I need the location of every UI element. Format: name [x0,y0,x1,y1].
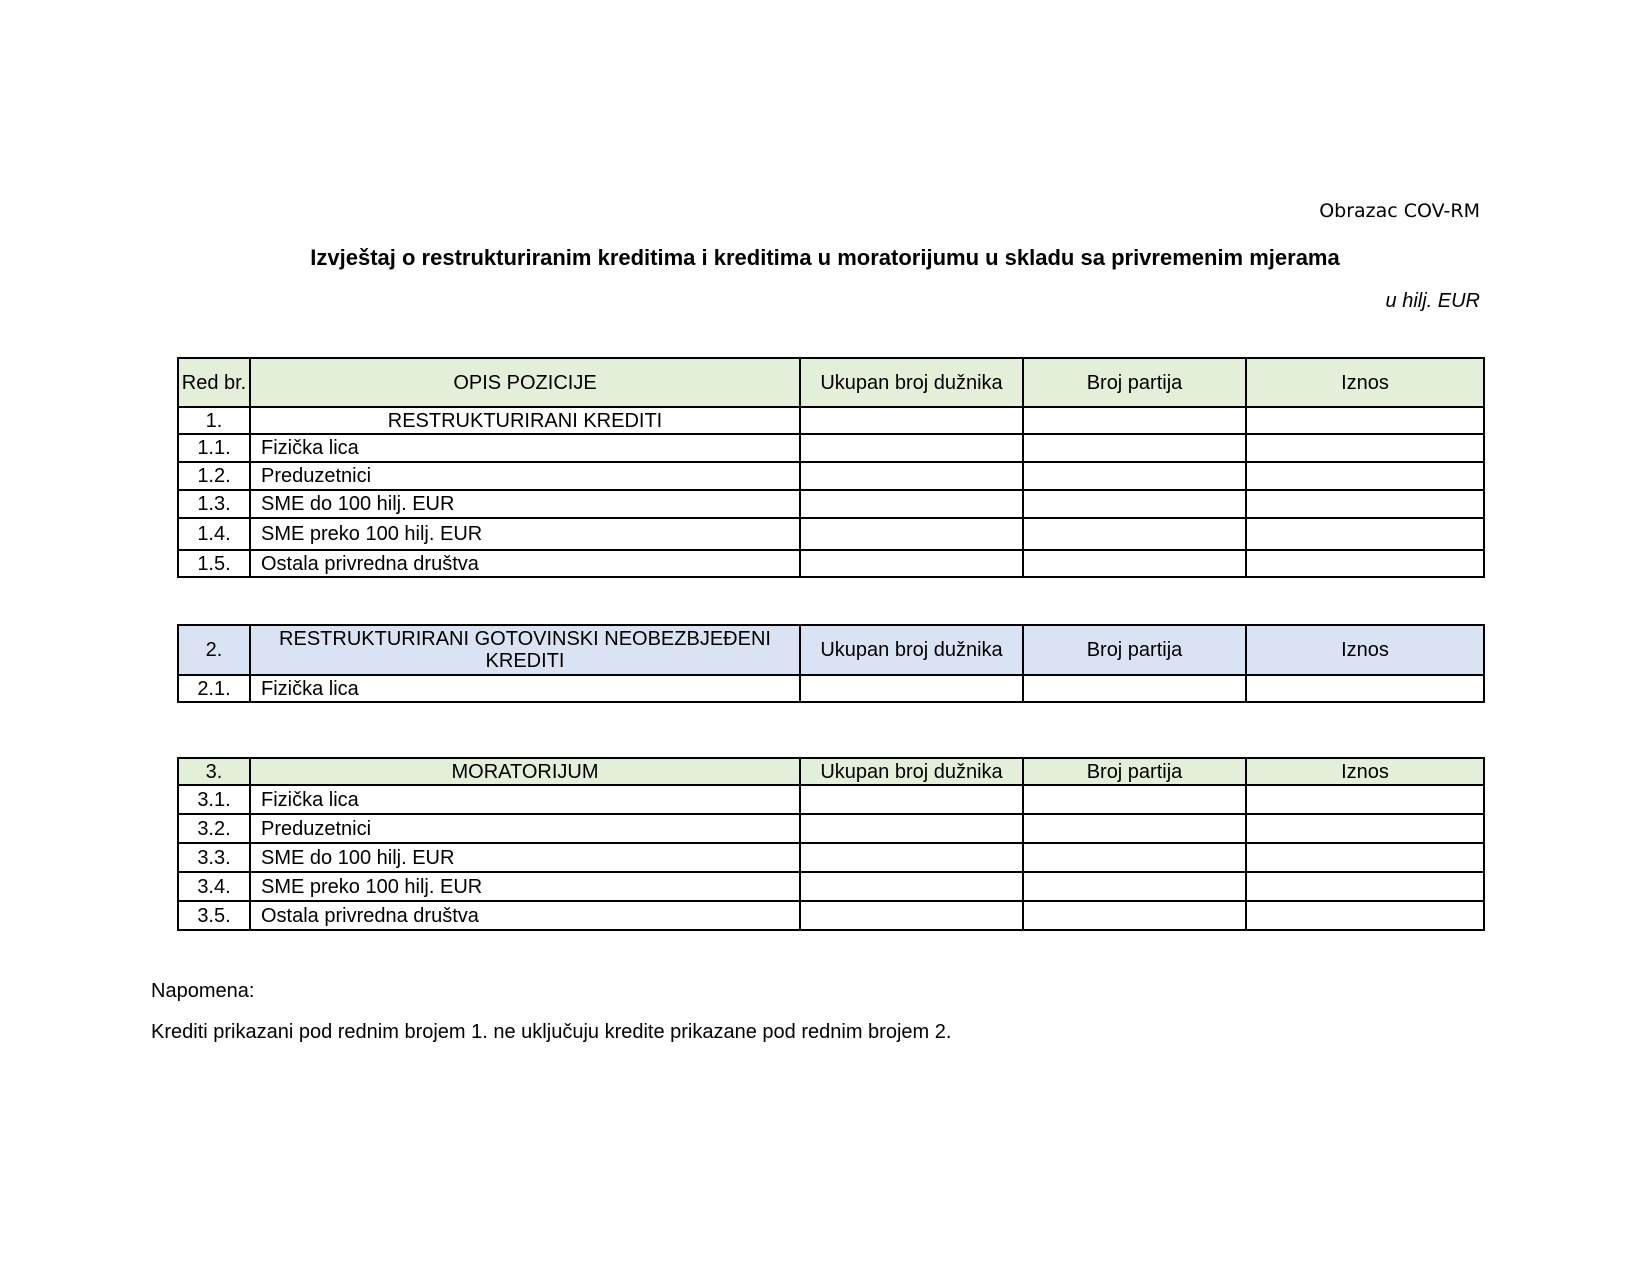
row-number: 3.3. [178,843,250,872]
table-row [178,518,1484,550]
section-row [178,407,1484,434]
row-number: 2.1. [178,675,250,702]
header-cell: Ukupan broj dužnika [800,358,1023,407]
header-cell: Broj partija [1023,758,1246,785]
debtors-cell[interactable] [800,518,1023,550]
header-cell: RESTRUKTURIRANI GOTOVINSKI NEOBEZBJEĐENI KREDITI [250,625,800,675]
header-cell: Ukupan broj dužnika [800,625,1023,675]
debtors-cell[interactable] [800,490,1023,518]
note-text: Krediti prikazani pod rednim brojem 1. ne uključuju kredite prikazane pod rednim brojem 2. [151,1021,952,1043]
accounts-cell[interactable] [1023,675,1246,702]
row-number: 1.1. [178,434,250,462]
row-label: Ostala privredna društva [250,550,800,577]
debtors-cell[interactable] [800,434,1023,462]
header-cell: OPIS POZICIJE [250,358,800,407]
header-cell: MORATORIJUM [250,758,800,785]
amount-cell[interactable] [1246,872,1484,901]
row-number: 3.1. [178,785,250,814]
accounts-cell[interactable] [1023,407,1246,434]
accounts-cell[interactable] [1023,785,1246,814]
row-number: 3.2. [178,814,250,843]
accounts-cell[interactable] [1023,901,1246,930]
table-header-row [178,625,1484,675]
table-row [178,550,1484,577]
debtors-cell[interactable] [800,785,1023,814]
accounts-cell[interactable] [1023,550,1246,577]
accounts-cell[interactable] [1023,518,1246,550]
table-row [178,785,1484,814]
row-number: 3.4. [178,872,250,901]
moratorium-table [177,757,1485,931]
debtors-cell[interactable] [800,872,1023,901]
header-cell: Iznos [1246,758,1484,785]
row-label: Fizička lica [250,434,800,462]
table-header-row [178,358,1484,407]
accounts-cell[interactable] [1023,490,1246,518]
accounts-cell[interactable] [1023,814,1246,843]
debtors-cell[interactable] [800,407,1023,434]
amount-cell[interactable] [1246,407,1484,434]
row-label: SME do 100 hilj. EUR [250,843,800,872]
amount-cell[interactable] [1246,518,1484,550]
row-label: Fizička lica [250,785,800,814]
debtors-cell[interactable] [800,843,1023,872]
header-cell: Ukupan broj dužnika [800,758,1023,785]
unit-label: u hilj. EUR [1385,290,1480,312]
row-number: 1.5. [178,550,250,577]
table-row [178,901,1484,930]
table-header-row [178,758,1484,785]
header-cell: Red br. [178,358,250,407]
debtors-cell[interactable] [800,814,1023,843]
accounts-cell[interactable] [1023,872,1246,901]
table-row [178,490,1484,518]
note-label: Napomena: [151,980,255,1002]
amount-cell[interactable] [1246,901,1484,930]
accounts-cell[interactable] [1023,843,1246,872]
row-number: 1.2. [178,462,250,490]
row-label: RESTRUKTURIRANI KREDITI [250,407,800,434]
header-cell: 2. [178,625,250,675]
debtors-cell[interactable] [800,901,1023,930]
amount-cell[interactable] [1246,785,1484,814]
header-cell: 3. [178,758,250,785]
row-label: SME preko 100 hilj. EUR [250,518,800,550]
header-cell: Iznos [1246,358,1484,407]
row-label: Preduzetnici [250,814,800,843]
form-code: Obrazac COV-RM [1319,200,1480,222]
table-row [178,872,1484,901]
table-row [178,434,1484,462]
accounts-cell[interactable] [1023,462,1246,490]
row-number: 3.5. [178,901,250,930]
amount-cell[interactable] [1246,550,1484,577]
table-row [178,814,1484,843]
table-row [178,675,1484,702]
amount-cell[interactable] [1246,814,1484,843]
amount-cell[interactable] [1246,675,1484,702]
row-number: 1. [178,407,250,434]
header-cell: Iznos [1246,625,1484,675]
debtors-cell[interactable] [800,675,1023,702]
amount-cell[interactable] [1246,843,1484,872]
amount-cell[interactable] [1246,462,1484,490]
debtors-cell[interactable] [800,462,1023,490]
table-row [178,843,1484,872]
header-cell: Broj partija [1023,625,1246,675]
debtors-cell[interactable] [800,550,1023,577]
restructured-loans-table [177,357,1485,578]
accounts-cell[interactable] [1023,434,1246,462]
report-title: Izvještaj o restrukturiranim kreditima i kreditima u moratorijumu u skladu sa privremenim mjerama [310,245,1340,270]
unsecured-cash-loans-table [177,624,1485,703]
amount-cell[interactable] [1246,434,1484,462]
row-number: 1.4. [178,518,250,550]
row-label: SME preko 100 hilj. EUR [250,872,800,901]
row-number: 1.3. [178,490,250,518]
row-label: Fizička lica [250,675,800,702]
row-label: Ostala privredna društva [250,901,800,930]
row-label: Preduzetnici [250,462,800,490]
amount-cell[interactable] [1246,490,1484,518]
row-label: SME do 100 hilj. EUR [250,490,800,518]
header-cell: Broj partija [1023,358,1246,407]
table-row [178,462,1484,490]
